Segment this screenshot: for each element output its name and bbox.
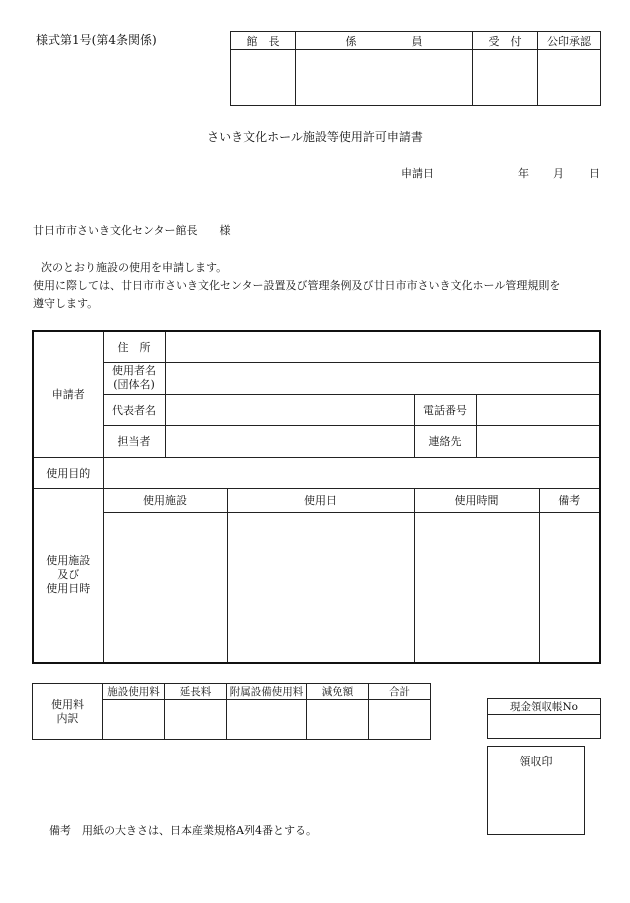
application-table xyxy=(32,330,601,664)
col-date: 使用日 xyxy=(227,488,414,512)
col-time: 使用時間 xyxy=(415,489,540,512)
date-label: 申請日 xyxy=(401,167,434,180)
facility-section-line2: 及び xyxy=(57,568,80,581)
representative-field[interactable] xyxy=(165,394,414,425)
addressee: 廿日市市さいき文化センター館長 様 xyxy=(33,224,231,237)
fee-row-label xyxy=(33,684,103,740)
fee-col-extension: 延長料 xyxy=(165,684,227,700)
fee-equipment-field[interactable] xyxy=(227,700,307,740)
date-day: 日 xyxy=(589,167,600,180)
contact-person-label: 担当者 xyxy=(103,425,165,457)
time-field[interactable] xyxy=(415,513,540,662)
user-name-field[interactable] xyxy=(165,362,600,394)
date-field[interactable] xyxy=(227,512,414,663)
receipt-no-field[interactable] xyxy=(488,715,601,739)
purpose-label: 使用目的 xyxy=(33,457,103,488)
col-facility: 使用施設 xyxy=(103,488,227,512)
approval-header-director: 館 長 xyxy=(231,32,296,50)
intro-line-2: 使用に際しては、廿日市市さいき文化センター設置及び管理条例及び廿日市市さいき文化ホール管理規則を xyxy=(33,279,561,292)
contact-person-field[interactable] xyxy=(165,425,414,457)
date-month: 月 xyxy=(553,167,564,180)
purpose-field[interactable] xyxy=(103,457,600,488)
approval-header-staff: 係 員 xyxy=(296,32,473,50)
approval-cell-staff[interactable] xyxy=(296,50,473,106)
remarks-field[interactable] xyxy=(540,513,600,662)
receipt-no-table xyxy=(487,698,601,739)
approval-header-reception: 受 付 xyxy=(473,32,538,50)
facility-section-label xyxy=(33,488,103,663)
facility-field[interactable] xyxy=(103,512,227,663)
fee-reduction-field[interactable] xyxy=(307,700,369,740)
intro-line-1: 次のとおり施設の使用を申請します。 xyxy=(41,261,228,274)
user-name-label xyxy=(103,362,165,394)
col-remarks: 備考 xyxy=(558,493,581,507)
fee-row-label-line1: 使用料 xyxy=(51,697,84,711)
receipt-stamp-label: 領収印 xyxy=(519,755,553,768)
fee-col-total: 合計 xyxy=(369,684,431,700)
fee-row-label-line2: 内訳 xyxy=(56,711,79,725)
contact-field[interactable] xyxy=(476,425,600,457)
approval-table xyxy=(230,31,601,106)
receipt-stamp-box[interactable] xyxy=(487,746,585,835)
user-name-label-line2: (団体名) xyxy=(113,378,155,391)
address-field[interactable] xyxy=(165,331,600,362)
user-name-label-line1: 使用者名 xyxy=(112,364,156,377)
col-time-remarks xyxy=(414,488,600,512)
approval-cell-reception[interactable] xyxy=(473,50,538,106)
phone-field[interactable] xyxy=(476,394,600,425)
note: 備考 用紙の大きさは、日本産業規格A列4番とする。 xyxy=(49,824,317,837)
fee-extension-field[interactable] xyxy=(165,700,227,740)
form-number: 様式第1号(第4条関係) xyxy=(36,33,157,47)
approval-cell-seal[interactable] xyxy=(538,50,601,106)
fee-col-equipment: 附属設備使用料 xyxy=(227,684,307,700)
representative-label: 代表者名 xyxy=(103,394,165,425)
fee-table xyxy=(32,683,431,740)
time-remarks-field xyxy=(414,512,600,663)
address-label: 住 所 xyxy=(103,331,165,362)
phone-label: 電話番号 xyxy=(414,394,476,425)
applicant-label: 申請者 xyxy=(33,331,103,457)
approval-header-seal: 公印承認 xyxy=(538,32,601,50)
receipt-no-label: 現金領収帳No xyxy=(488,699,601,715)
fee-facility-field[interactable] xyxy=(103,700,165,740)
facility-section-line1: 使用施設 xyxy=(46,554,91,567)
fee-col-reduction: 減免額 xyxy=(307,684,369,700)
approval-cell-director[interactable] xyxy=(231,50,296,106)
facility-section-line3: 使用日時 xyxy=(46,582,91,595)
form-title: さいき文化ホール施設等使用許可申請書 xyxy=(207,130,423,144)
contact-label: 連絡先 xyxy=(414,425,476,457)
fee-col-facility: 施設使用料 xyxy=(103,684,165,700)
intro-line-3: 遵守します。 xyxy=(33,297,99,310)
date-year: 年 xyxy=(518,167,529,180)
fee-total-field[interactable] xyxy=(369,700,431,740)
